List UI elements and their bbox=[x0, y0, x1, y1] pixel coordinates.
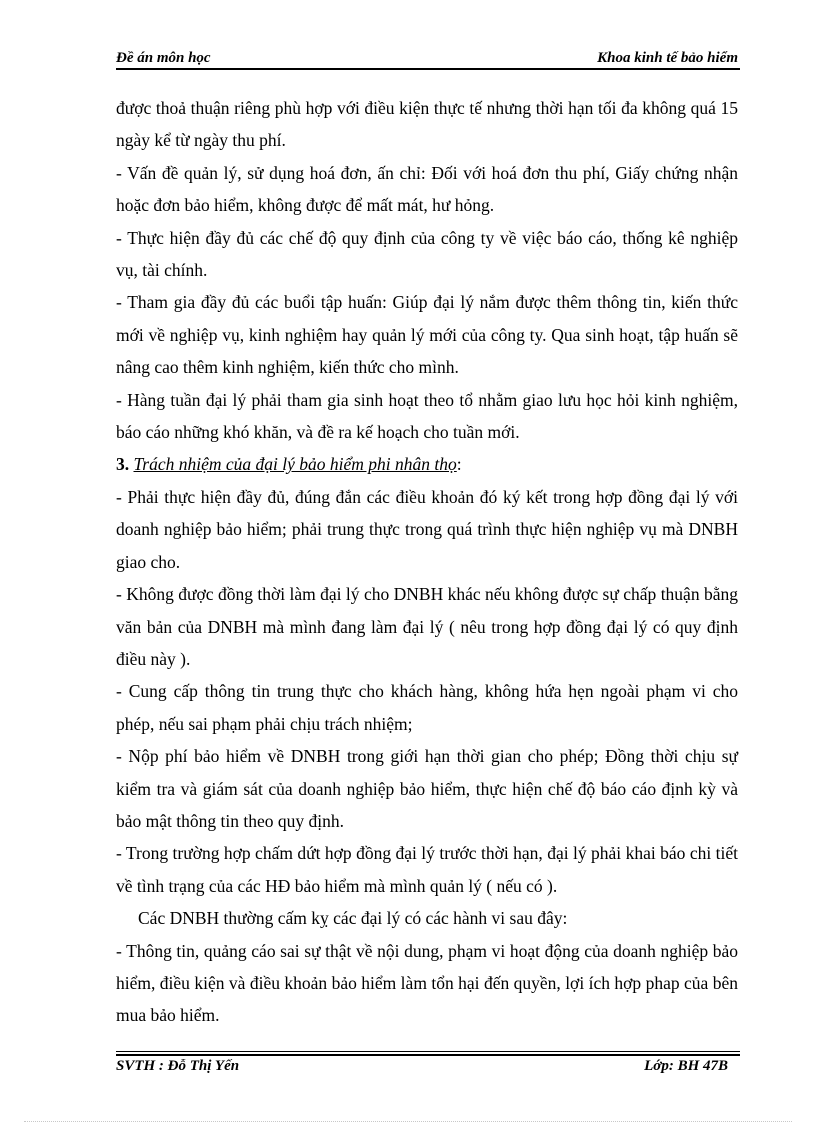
paragraph-fulfill-contract: - Phải thực hiện đầy đủ, đúng đắn các điều khoản đó ký kết trong hợp đồng đại lý với doanh nghiệp bảo hiểm; phải trung thực trong quá trình thực hiện nghiệp vụ mà DNBH giao cho. bbox=[116, 486, 738, 572]
footer-class: Lớp: BH 47B bbox=[644, 1058, 728, 1074]
paragraph-contract-termination: - Trong trường hợp chấm dứt hợp đồng đại lý trước thời hạn, đại lý phải khai báo chi tiết về tình trạng của các HĐ bảo hiểm mà mình quản lý ( nếu có ). bbox=[116, 843, 738, 896]
paragraph-invoice-management: - Vấn đề quản lý, sử dụng hoá đơn, ấn chỉ: Đối với hoá đơn thu phí, Giấy chứng nhận hoặc đơn bảo hiểm, không được để mất mát, hư hỏng. bbox=[116, 162, 738, 216]
footer-student-name: SVTH : Đỗ Thị Yến bbox=[116, 1058, 240, 1074]
page-footer bbox=[116, 1058, 740, 1078]
paragraph-false-advertising: - Thông tin, quảng cáo sai sự thật về nội dung, phạm vi hoạt động của doanh nghiệp bảo hiểm, điều kiện và điều khoản bảo hiểm làm tổn hại đến quyền, lợi ích hợp phap của bên mua bảo hiểm. bbox=[116, 940, 738, 1026]
section-heading bbox=[116, 448, 738, 480]
header-divider bbox=[116, 68, 740, 70]
header-course-title: Đề án môn học bbox=[116, 50, 211, 66]
paragraph-prohibitions-intro: Các DNBH thường cấm kỵ các đại lý có các hành vi sau đây: bbox=[138, 908, 568, 929]
paragraph-honest-info: - Cung cấp thông tin trung thực cho khách hàng, không hứa hẹn ngoài phạm vi cho phép, nếu sai phạm phải chịu trách nhiệm; bbox=[116, 681, 738, 734]
footer-divider-thick bbox=[116, 1054, 740, 1056]
paragraph-training: - Tham gia đầy đủ các buổi tập huấn: Giúp đại lý nắm được thêm thông tin, kiến thức mới về nghiệp vụ, kinh nghiệm hay quản lý mới của công ty. Qua sinh hoạt, tập huấn sẽ nâng cao thêm kinh nghiệm, kiến thức cho mình. bbox=[116, 292, 738, 378]
paragraph-weekly-meeting: - Hàng tuần đại lý phải tham gia sinh hoạt theo tổ nhằm giao lưu học hỏi kinh nghiệm, báo cáo những khó khăn, và đề ra kế hoạch cho tuần mới. bbox=[116, 389, 738, 443]
page-bottom-dotted-line bbox=[24, 1121, 792, 1122]
paragraph-premium-payment: - Nộp phí bảo hiểm về DNBH trong giới hạn thời gian cho phép; Đồng thời chịu sự kiểm tra và giám sát của doanh nghiệp bảo hiểm, thực hiện chế độ báo cáo định kỳ và bảo mật thông tin theo quy định. bbox=[116, 746, 738, 831]
page-header bbox=[116, 50, 740, 70]
header-faculty: Khoa kinh tế bảo hiểm bbox=[597, 50, 738, 66]
paragraph-reporting: - Thực hiện đầy đủ các chế độ quy định của công ty về việc báo cáo, thống kê nghiệp vụ, tài chính. bbox=[116, 227, 738, 281]
section-number: 3. bbox=[116, 454, 130, 475]
document-body bbox=[116, 92, 738, 1032]
paragraph-no-concurrent-agency: - Không được đồng thời làm đại lý cho DNBH khác nếu không được sự chấp thuận bằng văn bản của DNBH mà mình đang làm đại lý ( nêu trong hợp đồng đại lý có quy định điều này ). bbox=[116, 584, 738, 669]
section-suffix: : bbox=[456, 454, 462, 475]
footer-divider-thin bbox=[116, 1051, 740, 1052]
paragraph-time-limit: được thoả thuận riêng phù hợp với điều kiện thực tế nhưng thời hạn tối đa không quá 15 ngày kể từ ngày thu phí. bbox=[116, 98, 738, 151]
section-title: Trách nhiệm của đại lý bảo hiểm phi nhân thọ bbox=[133, 454, 457, 475]
